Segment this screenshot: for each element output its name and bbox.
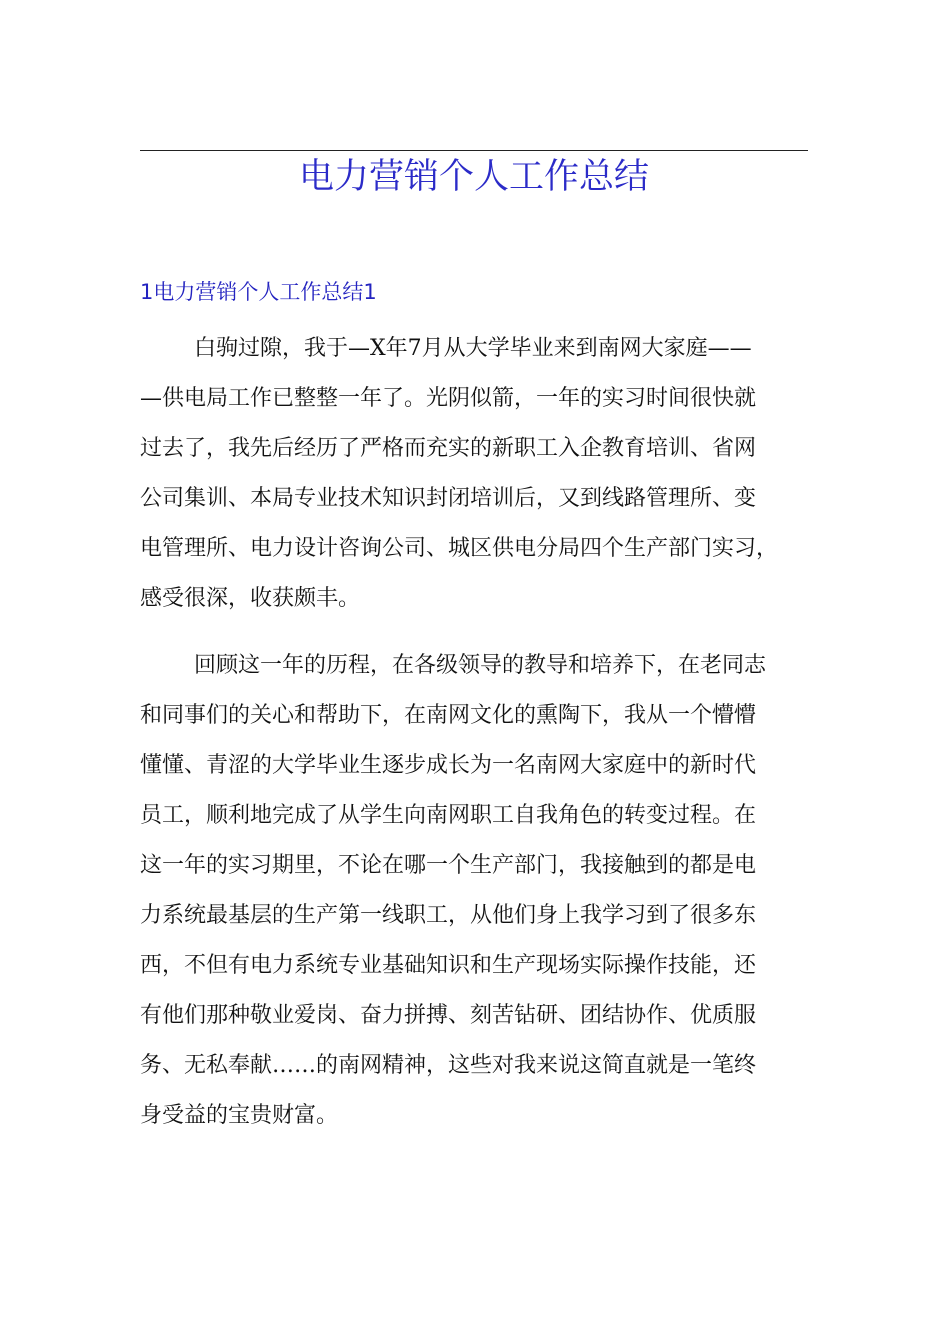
header-rule <box>140 150 808 151</box>
paragraph-line: 回顾这一年的历程，在各级领导的教导和培养下，在老同志 <box>194 653 767 678</box>
paragraph-line: 过去了，我先后经历了严格而充实的新职工入企教育培训、省网 <box>140 436 757 461</box>
paragraph-line: —供电局工作已整整一年了。光阴似箭，一年的实习时间很快就 <box>140 386 757 411</box>
paragraph-line: 有他们那种敬业爱岗、奋力拼搏、刻苦钻研、团结协作、优质服 <box>140 1003 757 1028</box>
paragraph-line: 员工，顺利地完成了从学生向南网职工自我角色的转变过程。在 <box>140 803 757 828</box>
paragraph-line: 身受益的宝贵财富。 <box>140 1103 339 1128</box>
document-title: 电力营销个人工作总结 <box>298 157 649 197</box>
paragraph-line: 西，不但有电力系统专业基础知识和生产现场实际操作技能，还 <box>140 953 757 978</box>
paragraph-line: 懂懂、青涩的大学毕业生逐步成长为一名南网大家庭中的新时代 <box>140 753 757 778</box>
paragraph-line: 感受很深，收获颇丰。 <box>140 586 361 611</box>
paragraph-2 <box>140 641 808 1141</box>
paragraph-line: 这一年的实习期里，不论在哪一个生产部门，我接触到的都是电 <box>140 853 757 878</box>
section-heading: 1电力营销个人工作总结1 <box>140 280 377 304</box>
paragraph-line: 公司集训、本局专业技术知识封闭培训后，又到线路管理所、变 <box>140 486 757 511</box>
paragraph-line: 力系统最基层的生产第一线职工，从他们身上我学习到了很多东 <box>140 903 757 928</box>
paragraph-line: 白驹过隙，我于—X年7月从大学毕业来到南网大家庭—— <box>194 336 752 361</box>
paragraph-1 <box>140 324 808 624</box>
paragraph-line: 电管理所、电力设计咨询公司、城区供电分局四个生产部门实习， <box>140 536 779 561</box>
paragraph-line: 和同事们的关心和帮助下，在南网文化的熏陶下，我从一个懵懵 <box>140 703 757 728</box>
paragraph-line: 务、无私奉献……的南网精神，这些对我来说这简直就是一笔终 <box>140 1053 757 1078</box>
